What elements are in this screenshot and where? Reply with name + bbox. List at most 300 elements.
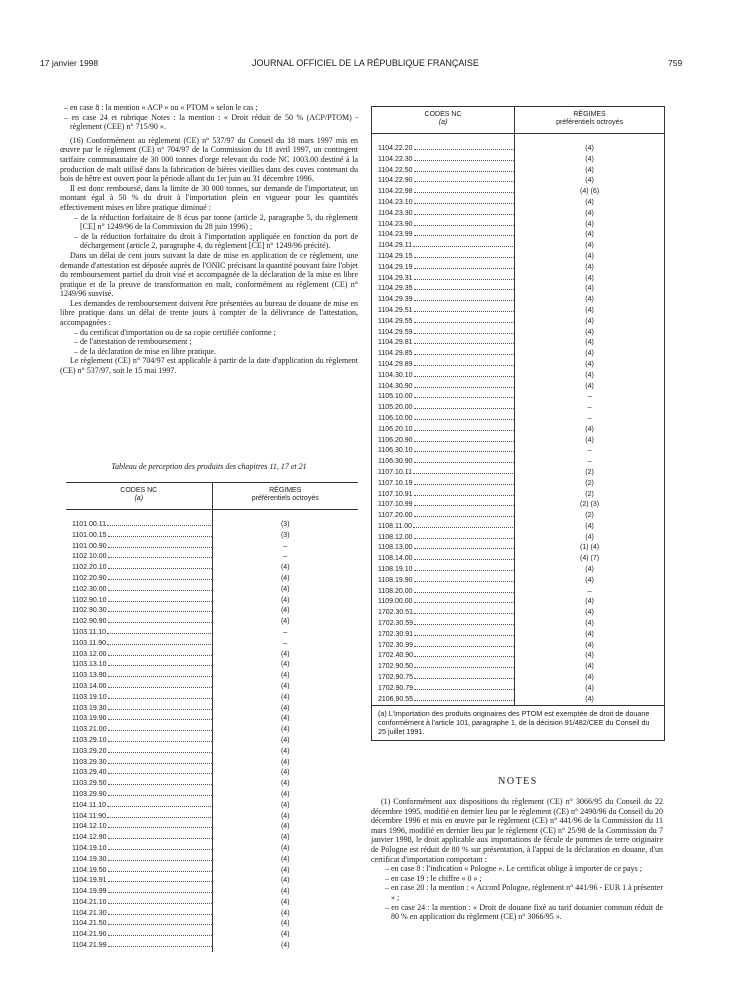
leader-dots — [414, 419, 514, 420]
table-row — [66, 866, 358, 877]
nc-code: 1702.90.79 — [378, 684, 414, 692]
table-row — [372, 263, 664, 274]
table-row — [372, 414, 664, 425]
regime-cell: (3) — [212, 510, 358, 531]
leader-dots — [414, 656, 514, 657]
regime-cell: (4) — [515, 198, 664, 209]
nc-code: 1104.29.59 — [378, 328, 413, 336]
nc-code: 1702.30.99 — [378, 641, 414, 649]
nc-code: 1104.22.98 — [378, 188, 413, 196]
table-row — [66, 563, 358, 574]
leader-dots — [414, 646, 514, 647]
leader-dots — [108, 709, 212, 710]
nc-code: 1104.19.99 — [72, 888, 107, 896]
nc-code: 1102.90.30 — [72, 607, 107, 615]
leader-dots — [413, 527, 513, 528]
leader-dots — [414, 354, 514, 355]
nc-code: 2106.90.55 — [378, 695, 414, 703]
leader-dots — [414, 408, 514, 409]
nc-code: 1104.30.10 — [378, 371, 413, 379]
leader-dots — [414, 451, 514, 452]
regime-cell: (4) — [212, 876, 358, 887]
regime-cell: (4) — [515, 382, 664, 393]
table-row — [66, 887, 358, 898]
leader-dots — [108, 687, 212, 688]
leader-dots — [414, 570, 514, 571]
leader-dots — [414, 495, 514, 496]
nc-code: 1104.22.30 — [378, 155, 413, 163]
paragraph: – en case 8 : l'indication « Pologne ». Le certificat oblige à importer de ce pays ; — [385, 864, 642, 874]
regime-cell: (4) — [212, 747, 358, 758]
table-row — [66, 714, 358, 725]
regime-cell: (4) — [212, 617, 358, 628]
table-row — [372, 533, 664, 544]
nc-code: 1104.12.90 — [72, 834, 107, 842]
regime-cell: (2) (3) — [515, 500, 664, 511]
leader-dots — [414, 667, 514, 668]
table-row — [372, 436, 664, 447]
table-row — [372, 446, 664, 457]
leader-dots — [414, 289, 514, 290]
table-row — [66, 876, 358, 887]
nc-code: 1104.21.50 — [72, 920, 107, 928]
tariff-table-right-box — [371, 106, 665, 741]
table-row — [372, 673, 664, 684]
table-caption: Tableau de perception des produits des chapitres 11, 17 et 21 — [111, 462, 307, 471]
leader-dots — [108, 914, 212, 915]
leader-dots — [108, 719, 212, 720]
leader-dots — [108, 849, 212, 850]
regime-cell: (4) — [515, 241, 664, 252]
regime-cell: (4) — [212, 758, 358, 769]
nc-code: 1104.29.15 — [378, 252, 413, 260]
regime-cell: (4) — [515, 360, 664, 371]
table-row — [372, 176, 664, 187]
column-header-regimes: RÉGIMES préférentiels octroyés — [212, 483, 358, 510]
regime-cell: (4) — [515, 220, 664, 231]
regime-cell: (4) — [212, 790, 358, 801]
nc-code: 1107.10.99 — [378, 501, 413, 509]
regime-cell: (4) — [212, 930, 358, 941]
table-row — [372, 198, 664, 209]
leader-dots — [414, 387, 514, 388]
leader-dots — [107, 817, 211, 818]
leader-dots — [414, 149, 514, 150]
nc-code: 1103.13.10 — [72, 661, 107, 669]
leader-dots — [108, 773, 212, 774]
table-row — [372, 209, 664, 220]
leader-dots — [108, 741, 212, 742]
nc-code: 1103.29.10 — [72, 736, 107, 744]
table-row — [372, 241, 664, 252]
regime-cell: (4) — [515, 597, 664, 608]
nc-code: 1104.12.10 — [72, 823, 107, 831]
regime-cell: (4) — [212, 887, 358, 898]
nc-code: 1109.00.00 — [378, 598, 413, 606]
nc-code: 1103.29.90 — [72, 790, 107, 798]
nc-code: 1106.20.10 — [378, 425, 413, 433]
table-row — [372, 220, 664, 231]
regime-cell: (4) — [212, 898, 358, 909]
nc-code: 1108.19.90 — [378, 576, 413, 584]
leader-dots — [414, 181, 514, 182]
regime-cell: (4) — [212, 671, 358, 682]
regime-cell: (4) — [212, 660, 358, 671]
regime-cell: (4) — [212, 801, 358, 812]
leader-dots — [414, 441, 514, 442]
regime-cell: (4) — [212, 844, 358, 855]
leader-dots — [108, 935, 212, 936]
leader-dots — [108, 622, 212, 623]
paragraph: – de la réduction forfaitaire de 8 écus par tonne (article 2, paragraphe 5, du règlement [CE] n° 1249/96 de la Commission du 28 juin 1996) ; — [74, 212, 358, 232]
nc-code: 1108.19.10 — [378, 566, 413, 574]
regime-cell: (4) (7) — [515, 554, 664, 565]
table-row — [66, 812, 358, 823]
nc-code: 1107.20.00 — [378, 512, 413, 520]
table-row — [66, 768, 358, 779]
paragraph: Le règlement (CE) n° 704/97 est applicable à partir de la date d'application du règlement (CE) n° 537/97, soit le 15 mai 1997. — [60, 356, 358, 376]
regime-cell: (4) — [515, 522, 664, 533]
regime-cell: (2) — [515, 511, 664, 522]
nc-code: 1102.10.00 — [72, 553, 107, 561]
leader-dots — [414, 700, 514, 701]
table-row — [66, 671, 358, 682]
table-row — [372, 425, 664, 436]
paragraph: – en case 24 : la mention : « Droit de douane fixé au tarif douanier commun réduit de 80 % en application du règlement (CE) n° 3066/95 ». — [385, 902, 663, 922]
table-row — [66, 801, 358, 812]
table-row — [372, 392, 664, 403]
leader-dots — [108, 547, 212, 548]
leader-dots — [108, 730, 212, 731]
table-row — [66, 833, 358, 844]
regime-cell: (4) — [212, 596, 358, 607]
regime-cell: (4) — [212, 563, 358, 574]
table-row — [372, 479, 664, 490]
table-row — [372, 274, 664, 285]
regime-cell: (4) — [212, 822, 358, 833]
table-row — [372, 597, 664, 608]
regime-cell: (4) — [515, 306, 664, 317]
paragraph: – en case 8 : la mention « ACP » ou « PTOM » selon le cas ; — [64, 103, 258, 112]
leader-dots — [414, 397, 514, 398]
table-row — [372, 187, 664, 198]
journal-title: JOURNAL OFFICIEL DE LA RÉPUBLIQUE FRANÇAISE — [252, 58, 479, 68]
table-row — [372, 522, 664, 533]
regime-cell: – — [515, 457, 664, 468]
table-row — [66, 779, 358, 790]
nc-code: 1104.21.99 — [72, 942, 107, 950]
leader-dots — [414, 235, 514, 236]
nc-code: 1104.29.81 — [378, 339, 413, 347]
table-row — [66, 628, 358, 639]
table-row — [372, 230, 664, 241]
regime-cell: (2) — [515, 468, 664, 479]
leader-dots — [414, 592, 514, 593]
leader-dots — [414, 268, 514, 269]
leader-dots — [414, 602, 514, 603]
leader-dots — [414, 430, 514, 431]
leader-dots — [108, 590, 212, 591]
regime-cell: (4) — [212, 704, 358, 715]
regime-cell: (4) — [515, 209, 664, 220]
regime-cell: (4) — [212, 855, 358, 866]
table-row — [372, 630, 664, 641]
leader-dots — [414, 613, 514, 614]
regime-cell: (4) — [212, 812, 358, 823]
paragraph: – en case 24 et rubrique Notes : la mention : « Droit réduit de 50 % (ACP/PTOM) - règlement (CEE) n° 715/90 ». — [64, 112, 358, 132]
leader-dots — [414, 171, 514, 172]
nc-code: 1102.30.00 — [72, 585, 107, 593]
nc-code: 1104.19.50 — [72, 866, 107, 874]
table-row — [66, 725, 358, 736]
table-row — [372, 457, 664, 468]
tariff-table-left — [66, 482, 358, 952]
tariff-table-right — [372, 107, 664, 705]
regime-cell: – — [515, 403, 664, 414]
regime-cell: (4) (6) — [515, 187, 664, 198]
regime-cell: (1) (4) — [515, 543, 664, 554]
regime-cell: (4) — [515, 684, 664, 695]
table-row — [372, 543, 664, 554]
table-row — [66, 574, 358, 585]
nc-code: 1104.22.20 — [378, 145, 413, 152]
paragraph: – en case 20 : la mention : « Accord Pologne, règlement n° 441/96 - EUR 1 à présenter » ; — [385, 883, 664, 902]
leader-dots — [414, 214, 514, 215]
nc-code: 1104.23.10 — [378, 198, 413, 206]
table-row — [372, 587, 664, 598]
regime-cell: – — [212, 542, 358, 553]
leader-dots — [414, 300, 514, 301]
regime-cell: (4) — [515, 533, 664, 544]
paragraph: (1) Conformément aux dispositions du règlement (CE) n° 3066/95 du Conseil du 22 décembre 1995, modifié en dernier lieu par le règlement (CE) n° 2490/96 du Conseil du 20 décembre 1996 et mis en œuvre par le règlement (CE) n° 441/96 de la Commission du 11 mars 1996, modifié en dernier lieu par le règlement (CE) n° 25/98 de la Commission du 7 janvier 1998, le droit applicable aux importations de fécule de pommes de terre originaire de Pologne est réduit de 80 % sur présentation, à l'appui de la déclaration en douane, d'un certificat d'importation comportant : — [371, 797, 663, 864]
regime-cell: (4) — [515, 284, 664, 295]
regime-cell: (4) — [515, 425, 664, 436]
table-row — [372, 349, 664, 360]
leader-dots — [414, 689, 514, 690]
table-row — [66, 606, 358, 617]
nc-code: 1104.29.31 — [378, 274, 413, 282]
leader-dots — [108, 871, 212, 872]
nc-code: 1103.29.50 — [72, 780, 107, 788]
nc-code: 1103.21.00 — [72, 726, 107, 734]
leader-dots — [413, 473, 513, 474]
nc-code: 1101.00.15 — [72, 531, 107, 539]
nc-code: 1104.19.30 — [72, 855, 107, 863]
regime-cell: (4) — [515, 619, 664, 630]
leader-dots — [414, 311, 514, 312]
leader-dots — [108, 784, 212, 785]
paragraph: Dans un délai de cent jours suivant la date de mise en application de ce règlement, une demande d'attestation est déposée auprès de l'ONIC précisant la quantité pouvant faire l'objet du remboursement partiel du droit visé et accompagnée de la déclaration de la mise en libre pratique et de la preuve de transformation en malt, conformément au règlement (CE) n° 1249/96 susvisé. — [60, 250, 358, 299]
leader-dots — [414, 635, 514, 636]
leader-dots — [414, 343, 514, 344]
leader-dots — [413, 246, 513, 247]
regime-cell: (4) — [515, 436, 664, 447]
regime-cell: (4) — [515, 630, 664, 641]
table-row — [66, 531, 358, 542]
table-row — [66, 585, 358, 596]
leader-dots — [414, 505, 514, 506]
paragraph: – de l'attestation de remboursement ; — [74, 337, 192, 347]
nc-code: 1104.29.89 — [378, 360, 413, 368]
leader-dots — [414, 365, 514, 366]
table-row — [372, 338, 664, 349]
nc-code: 1104.21.90 — [72, 931, 107, 939]
table-row — [372, 695, 664, 706]
leader-dots — [414, 376, 514, 377]
paragraph: – en case 19 : le chiffre « 0 » ; — [385, 873, 482, 883]
regime-cell: (4) — [212, 725, 358, 736]
nc-code: 1107.10.19 — [378, 479, 413, 487]
regime-cell: (4) — [515, 662, 664, 673]
nc-code: 1103.12.00 — [72, 650, 107, 658]
regime-cell: – — [212, 639, 358, 650]
nc-code: 1101.00.11 — [72, 521, 106, 528]
regime-cell: – — [515, 587, 664, 598]
nc-code: 1102.90.90 — [72, 618, 107, 626]
nc-code: 1105.20.00 — [378, 404, 413, 412]
table-footnote: (a) L'importation des produits originaires des PTOM est exemptée de droit de douane conformément à l'article 101, paragraphe 1, de la décision 91/482/CEE du Conseil du 25 juillet 1991. — [372, 705, 664, 740]
page-number: 759 — [668, 58, 683, 68]
table-row — [66, 660, 358, 671]
table-row — [372, 134, 664, 155]
regime-cell: (4) — [515, 176, 664, 187]
regime-cell: (4) — [212, 574, 358, 585]
regime-cell: (2) — [515, 490, 664, 501]
regime-cell: (4) — [212, 682, 358, 693]
regime-cell: – — [515, 446, 664, 457]
leader-dots — [414, 538, 514, 539]
nc-code: 1103.19.90 — [72, 715, 107, 723]
header-date: 17 janvier 1998 — [40, 58, 99, 68]
table-row — [66, 542, 358, 553]
nc-code: 1103.19.30 — [72, 704, 107, 712]
table-row — [66, 919, 358, 930]
nc-code: 1108.12.00 — [378, 533, 413, 541]
regime-cell: (3) — [212, 531, 358, 542]
table-row — [66, 552, 358, 563]
leader-dots — [414, 192, 514, 193]
table-row — [372, 166, 664, 177]
nc-code: 1702.90.75 — [378, 674, 414, 682]
table-row — [372, 306, 664, 317]
regime-cell: (4) — [212, 650, 358, 661]
leader-dots — [108, 946, 212, 947]
leader-dots — [414, 333, 514, 334]
table-row — [372, 511, 664, 522]
regime-cell: (4) — [212, 736, 358, 747]
nc-code: 1106.30.10 — [378, 447, 413, 455]
table-row — [372, 651, 664, 662]
leader-dots — [414, 160, 514, 161]
nc-code: 1103.14.00 — [72, 682, 107, 690]
table-row — [66, 704, 358, 715]
leader-dots — [108, 655, 212, 656]
table-row — [66, 682, 358, 693]
nc-code: 1702.90.50 — [378, 663, 414, 671]
column-header-codes: CODES NC (a) — [372, 107, 515, 134]
nc-code: 1104.19.10 — [72, 844, 107, 852]
regime-cell: (4) — [515, 252, 664, 263]
nc-code: 1104.29.39 — [378, 296, 413, 304]
leader-dots — [108, 752, 212, 753]
nc-code: 1108.11.00 — [378, 522, 412, 530]
nc-code: 1102.20.10 — [72, 564, 107, 572]
table-row — [372, 684, 664, 695]
nc-code: 1104.29.85 — [378, 350, 413, 358]
nc-code: 1104.29.35 — [378, 285, 413, 293]
nc-code: 1101.00.90 — [72, 542, 107, 550]
table-row — [66, 596, 358, 607]
table-row — [372, 371, 664, 382]
nc-code: 1104.22.90 — [378, 177, 413, 185]
regime-cell: (4) — [212, 919, 358, 930]
column-header-regimes: RÉGIMES préférentiels octroyés — [515, 107, 664, 134]
table-row — [372, 554, 664, 565]
nc-code: 1104.29.51 — [378, 306, 413, 314]
nc-code: 1103.29.40 — [72, 769, 107, 777]
paragraph: Il est donc remboursé, dans la limite de 30 000 tonnes, sur demande de l'importateur, un montant égal à 50 % du droit à l'importation plein en vigueur pour les quantités effectivement mises en libre pratique diminué : — [60, 183, 358, 212]
regime-cell: – — [212, 628, 358, 639]
regime-cell: (4) — [515, 695, 664, 706]
table-row — [372, 317, 664, 328]
regime-cell: (4) — [515, 134, 664, 155]
regime-cell: (4) — [212, 833, 358, 844]
table-row — [372, 500, 664, 511]
table-row — [372, 403, 664, 414]
nc-code: 1104.22.50 — [378, 166, 413, 174]
table-row — [66, 909, 358, 920]
table-row — [66, 898, 358, 909]
nc-code: 1106.30.90 — [378, 458, 413, 466]
nc-code: 1104.23.30 — [378, 209, 413, 217]
nc-code: 1103.11.90 — [72, 639, 106, 647]
table-row — [66, 822, 358, 833]
table-row — [66, 617, 358, 628]
nc-code: 1103.29.30 — [72, 758, 107, 766]
nc-code: 1106.20.90 — [378, 436, 413, 444]
paragraph: Les demandes de remboursement doivent être présentées au bureau de douane de mise en libre pratique dans un délai de trente jours à compter de la délivrance de l'attestation, accompagnées : — [60, 298, 358, 328]
table-row — [372, 252, 664, 263]
leader-dots — [414, 322, 514, 323]
nc-code: 1104.11.90 — [72, 812, 106, 820]
nc-code: 1103.19.10 — [72, 693, 107, 701]
regime-cell: (4) — [515, 166, 664, 177]
leader-dots — [108, 676, 212, 677]
leader-dots — [414, 462, 514, 463]
leader-dots — [108, 892, 212, 893]
table-row — [372, 641, 664, 652]
regime-cell: (4) — [515, 673, 664, 684]
regime-cell: (4) — [212, 693, 358, 704]
leader-dots — [108, 536, 212, 537]
regime-cell: (4) — [212, 941, 358, 952]
leader-dots — [414, 559, 514, 560]
leader-dots — [108, 924, 212, 925]
nc-code: 1103.29.20 — [72, 747, 107, 755]
nc-code: 1106.10.00 — [378, 414, 413, 422]
regime-cell: (4) — [515, 349, 664, 360]
leader-dots — [108, 557, 212, 558]
regime-cell: (4) — [515, 295, 664, 306]
nc-code: 1102.20.90 — [72, 574, 107, 582]
leader-dots — [107, 644, 211, 645]
regime-cell: – — [515, 414, 664, 425]
leader-dots — [414, 203, 514, 204]
leader-dots — [108, 763, 212, 764]
regime-cell: (4) — [212, 768, 358, 779]
table-row — [372, 490, 664, 501]
nc-code: 1105.10.00 — [378, 393, 413, 401]
